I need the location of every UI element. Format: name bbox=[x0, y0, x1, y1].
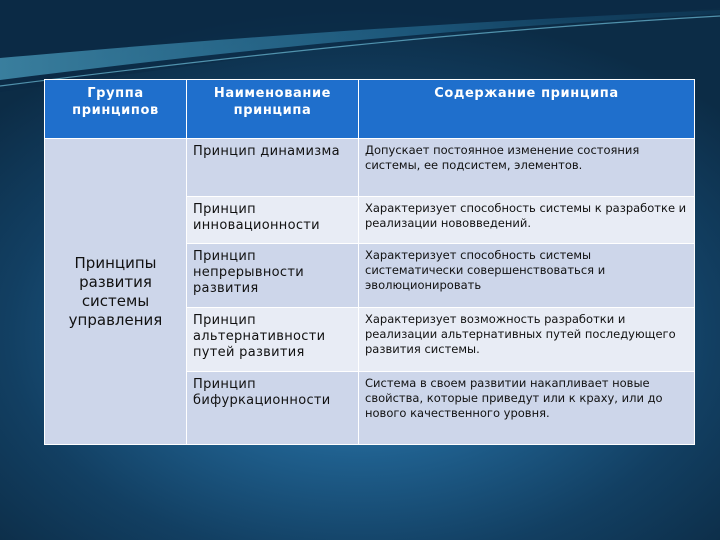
principle-description: Система в своем развитии накапливает новые свойства, которые приведут или к краху, или до нового качественного уровня. bbox=[359, 372, 695, 445]
table-header-row bbox=[45, 80, 695, 139]
principle-name: Принцип инновационности bbox=[187, 197, 359, 244]
principle-description: Характеризует возможность разработки и реализации альтернативных путей последующего развития системы. bbox=[359, 308, 695, 372]
principle-name: Принцип бифуркационности bbox=[187, 372, 359, 445]
header-name: Наименование принципа bbox=[187, 80, 359, 139]
principle-description: Характеризует способность системы систематически совершенствоваться и эволюционировать bbox=[359, 244, 695, 308]
table-row bbox=[45, 139, 695, 197]
header-group: Группа принципов bbox=[45, 80, 187, 139]
group-cell: Принципы развития системы управления bbox=[45, 139, 187, 445]
principles-table bbox=[44, 79, 695, 445]
principle-name: Принцип динамизма bbox=[187, 139, 359, 197]
principle-name: Принцип непрерывности развития bbox=[187, 244, 359, 308]
principle-name: Принцип альтернативности путей развития bbox=[187, 308, 359, 372]
principle-description: Допускает постоянное изменение состояния системы, ее подсистем, элементов. bbox=[359, 139, 695, 197]
principle-description: Характеризует способность системы к разработке и реализации нововведений. bbox=[359, 197, 695, 244]
header-content: Содержание принципа bbox=[359, 80, 695, 139]
